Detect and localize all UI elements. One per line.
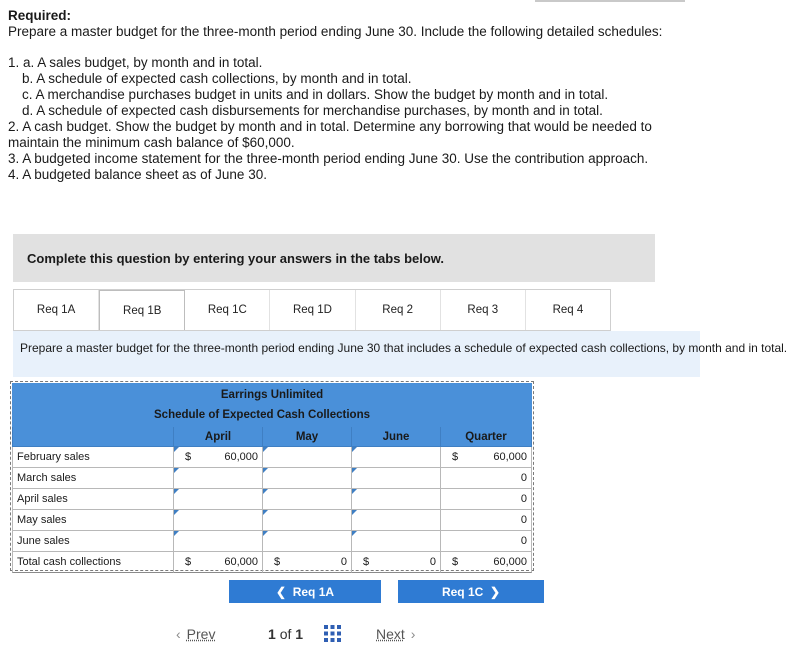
tab-req-1c[interactable]: Req 1C (185, 290, 270, 330)
tab-req-2[interactable]: Req 2 (356, 290, 441, 330)
requirement-item: 3. A budgeted income statement for the three-month period ending June 30. Use the contribution approach. (8, 151, 649, 166)
schedule-header (12, 383, 532, 427)
requirement-item: 1. a. A sales budget, by month and in total. (8, 55, 263, 70)
row-label: June sales (12, 531, 174, 552)
company-name: Earrings Unlimited (220, 389, 324, 401)
prev-label: Prev (186, 626, 216, 642)
row-label: May sales (12, 510, 174, 531)
june-input[interactable] (352, 531, 441, 552)
cell-value: 0 (520, 493, 527, 505)
tab-req-4[interactable]: Req 4 (552, 304, 584, 316)
cell-value: 60,000 (224, 556, 258, 568)
table-row (12, 489, 532, 510)
april-input[interactable] (174, 447, 263, 468)
cell-value: 60,000 (493, 451, 527, 463)
page-indicator (268, 626, 303, 642)
next-page-link[interactable] (376, 626, 415, 642)
page-navigation (176, 620, 436, 648)
chevron-left-icon: ❮ (275, 584, 287, 599)
row-label: February sales (12, 447, 174, 468)
cell-value: 60,000 (224, 451, 258, 463)
requirement-tabs (13, 289, 611, 331)
top-divider (535, 0, 685, 2)
cell-value: 0 (429, 556, 436, 568)
tab-req-3[interactable]: Req 3 (441, 290, 526, 330)
cell-value: 0 (520, 535, 527, 547)
requirement-item: c. A merchandise purchases budget in units and in dollars. Show the budget by month and in total. (22, 87, 609, 102)
column-header-april: April (174, 427, 263, 447)
tab-req-1a[interactable]: Req 1A (14, 290, 99, 330)
page-of: of (279, 626, 292, 642)
requirements-section (8, 8, 688, 183)
june-input[interactable] (352, 447, 441, 468)
requirement-item: 2. A cash budget. Show the budget by month and in total. Determine any borrowing that would be needed to maintain the minimum cash balance of $60,000. (8, 119, 652, 150)
quarter-value (441, 489, 532, 510)
dollar-sign: $ (274, 556, 281, 568)
june-input[interactable] (352, 510, 441, 531)
dollar-sign: $ (185, 451, 192, 463)
next-tab-button[interactable] (398, 580, 544, 603)
table-row (12, 510, 532, 531)
june-total (352, 552, 441, 573)
quarter-total (441, 552, 532, 573)
june-input[interactable] (352, 468, 441, 489)
dollar-sign: $ (452, 556, 459, 568)
requirement-item: d. A schedule of expected cash disbursements for merchandise purchases, by month and in total. (22, 103, 603, 118)
requirements-heading: Required: (8, 8, 72, 23)
quarter-value (441, 531, 532, 552)
next-tab-label: Req 1C (441, 584, 484, 599)
april-input[interactable] (174, 489, 263, 510)
tab-instruction: Prepare a master budget for the three-month period ending June 30 that includes a schedule of expected cash collections, by month and in total. (13, 331, 700, 377)
column-header-row (12, 427, 532, 447)
requirements-list (8, 55, 688, 183)
row-label: March sales (12, 468, 174, 489)
requirement-item: b. A schedule of expected cash collections, by month and in total. (22, 71, 412, 86)
schedule-title: Schedule of Expected Cash Collections (154, 409, 370, 421)
requirements-intro: Prepare a master budget for the three-month period ending June 30. Include the following detailed schedules: (8, 24, 663, 39)
requirement-item: 4. A budgeted balance sheet as of June 30. (8, 167, 267, 182)
cell-value: 0 (520, 514, 527, 526)
prev-tab-label: Req 1A (292, 584, 335, 599)
table-row (12, 531, 532, 552)
table-row (12, 468, 532, 489)
dollar-sign: $ (363, 556, 370, 568)
row-label: April sales (12, 489, 174, 510)
next-label: Next (376, 626, 405, 642)
cell-value: 0 (340, 556, 347, 568)
instructions-banner: Complete this question by entering your answers in the tabs below. (13, 234, 655, 282)
column-header-may: May (263, 427, 352, 447)
chevron-right-icon: ❯ (489, 584, 501, 599)
dollar-sign: $ (185, 556, 192, 568)
june-input[interactable] (352, 489, 441, 510)
april-total (174, 552, 263, 573)
chevron-left-icon: ‹ (176, 626, 181, 642)
quarter-value (441, 447, 532, 468)
chevron-right-icon: › (410, 626, 416, 642)
page-total: 1 (295, 626, 304, 642)
page-current: 1 (268, 626, 276, 642)
may-input[interactable] (263, 510, 352, 531)
may-input[interactable] (263, 489, 352, 510)
may-input[interactable] (263, 531, 352, 552)
may-input[interactable] (263, 468, 352, 489)
april-input[interactable] (174, 468, 263, 489)
table-row (12, 447, 532, 468)
april-input[interactable] (174, 531, 263, 552)
prev-tab-button[interactable] (229, 580, 381, 603)
dollar-sign: $ (452, 451, 459, 463)
cell-value: 0 (520, 472, 527, 484)
may-total (263, 552, 352, 573)
cell-value: 60,000 (493, 556, 527, 568)
grid-view-icon[interactable] (324, 625, 341, 642)
may-input[interactable] (263, 447, 352, 468)
row-label: Total cash collections (12, 552, 174, 573)
column-header-blank (12, 427, 174, 447)
quarter-value (441, 468, 532, 489)
cash-collections-schedule (10, 381, 534, 571)
column-header-june: June (352, 427, 441, 447)
prev-page-link[interactable] (176, 626, 215, 642)
schedule-table (12, 427, 532, 573)
quarter-value (441, 510, 532, 531)
column-header-quarter: Quarter (441, 427, 532, 447)
tab-req-1d[interactable]: Req 1D (270, 290, 355, 330)
schedule-title-wrap (12, 409, 532, 421)
total-row (12, 552, 532, 573)
april-input[interactable] (174, 510, 263, 531)
tab-req-1b[interactable]: Req 1B (99, 290, 185, 330)
